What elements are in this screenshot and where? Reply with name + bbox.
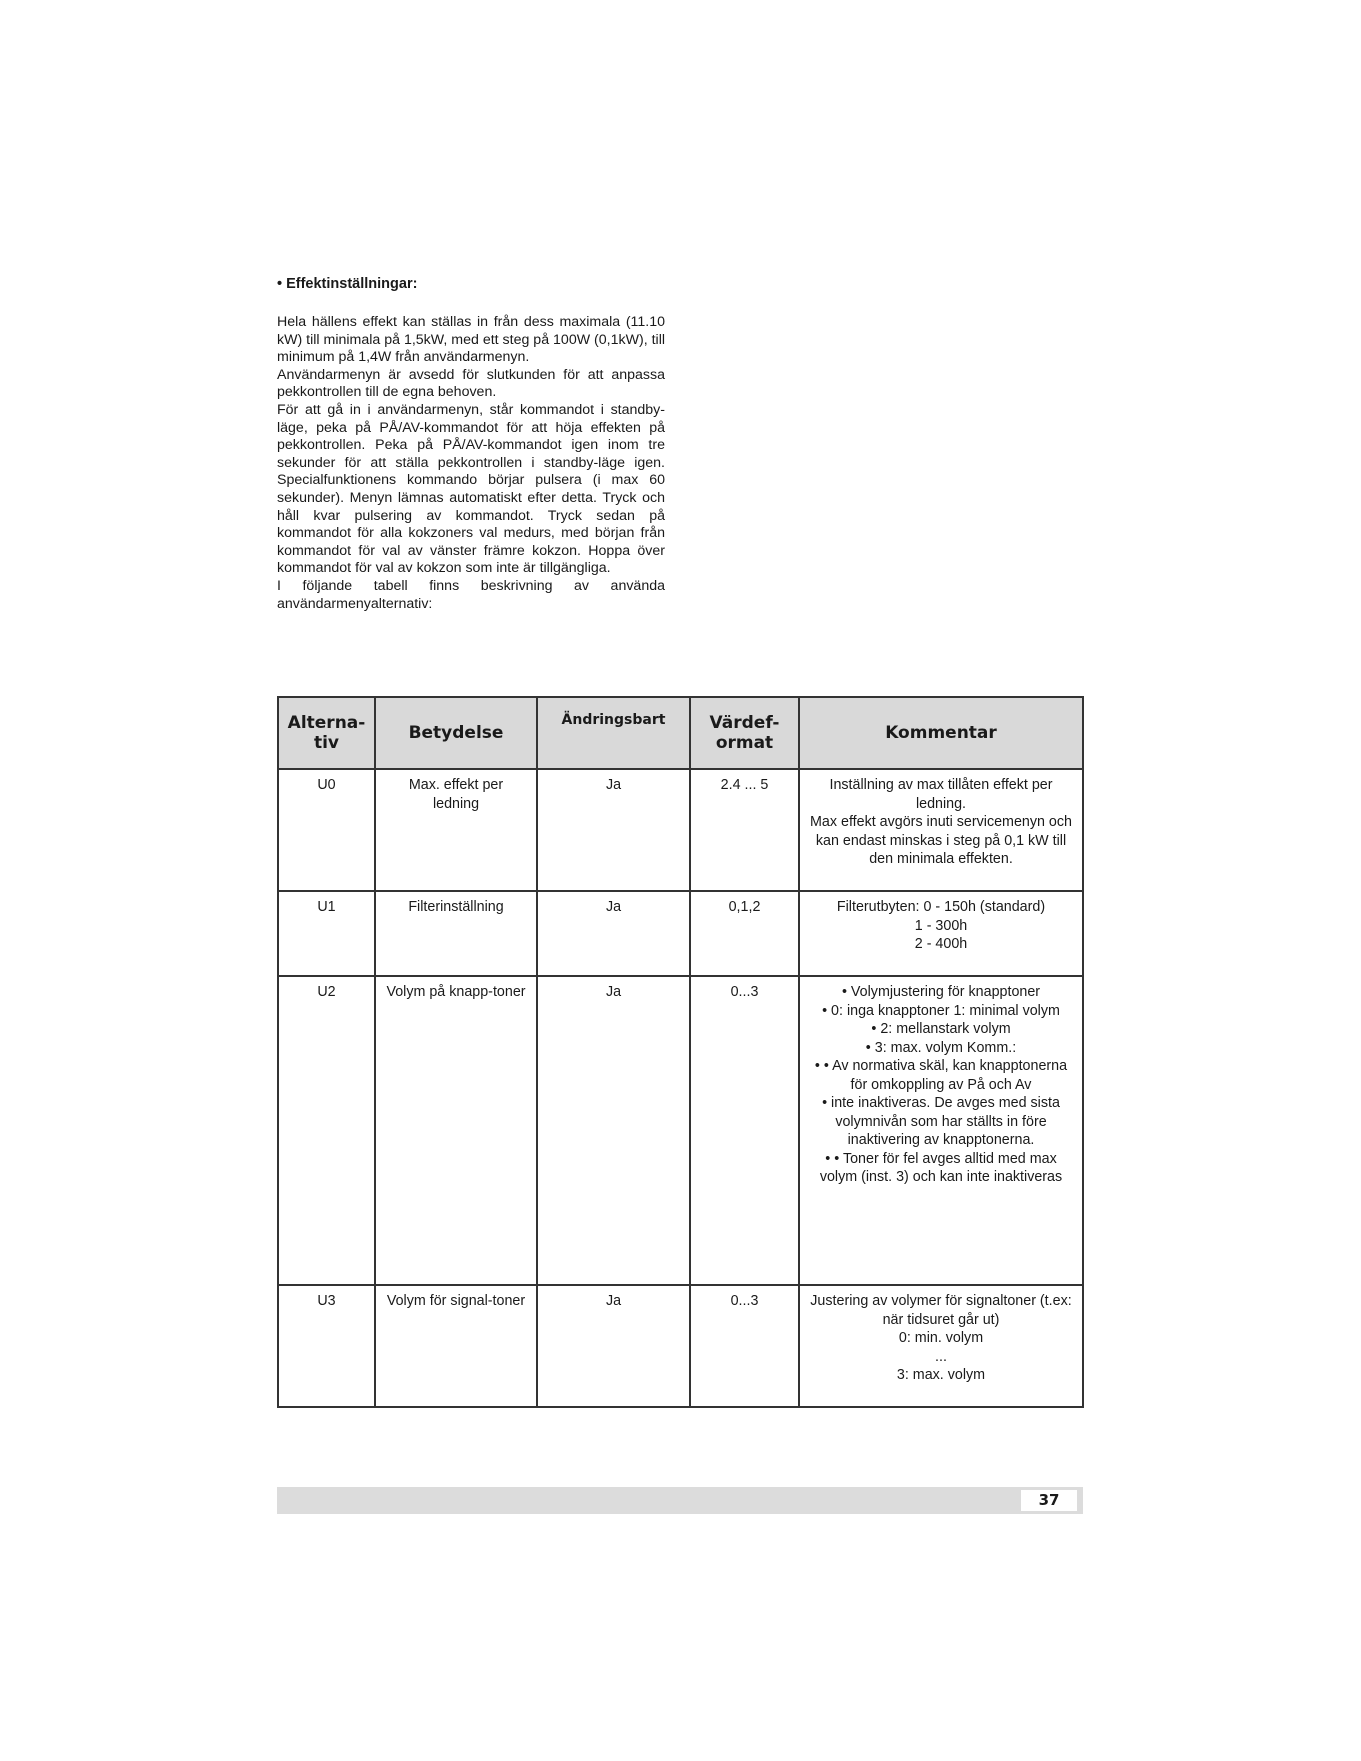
cell-betydelse: Filterinställning xyxy=(375,891,537,976)
header-betydelse: Betydelse xyxy=(375,697,537,769)
comment-line: Filterutbyten: 0 - 150h (standard) xyxy=(836,899,1046,915)
user-menu-table xyxy=(277,696,1084,1408)
intro-paragraph: I följande tabell finns beskrivning av använda användarmenyalternativ: xyxy=(277,577,665,612)
cell-kommentar xyxy=(799,891,1083,976)
cell-alternativ: U3 xyxy=(278,1285,375,1407)
cell-andringsbart: Ja xyxy=(537,769,690,891)
page-number: 37 xyxy=(1021,1490,1077,1511)
cell-vardeformat: 0,1,2 xyxy=(690,891,799,976)
comment-bullet: • • Toner för fel avges alltid med max volym (inst. 3) och kan inte inaktiveras xyxy=(819,1150,1063,1185)
comment-line: 3: max. volym xyxy=(896,1367,986,1383)
cell-alternativ: U1 xyxy=(278,891,375,976)
header-kommentar: Kommentar xyxy=(799,697,1083,769)
comment-bullet: • 2: mellanstark volym xyxy=(871,1021,1011,1037)
header-alternativ: Alterna-tiv xyxy=(278,697,375,769)
comment-line: Max effekt avgörs inuti servicemenyn och kan endast minskas i steg på 0,1 kW till den minimala effekten. xyxy=(810,814,1072,867)
cell-andringsbart: Ja xyxy=(537,1285,690,1407)
comment-bullet: • 3: max. volym Komm.: xyxy=(865,1039,1017,1056)
table-row xyxy=(278,891,1083,976)
header-vardeformat: Värdef-ormat xyxy=(690,697,799,769)
section-heading: • Effektinställningar: xyxy=(277,276,418,292)
table-header-row xyxy=(278,697,1083,769)
comment-line: 0: min. volym xyxy=(898,1330,984,1346)
intro-paragraph: Hela hällens effekt kan ställas in från dess maximala (11.10 kW) till minimala på 1,5kW, med ett steg på 100W (0,1kW), till minimum på 1,4W från användarmenyn. xyxy=(277,314,665,366)
comment-bullet: • Volymjustering för knapptoner xyxy=(841,984,1041,1000)
cell-betydelse: Volym för signal-toner xyxy=(375,1285,537,1407)
table-row xyxy=(278,1285,1083,1407)
table-row xyxy=(278,769,1083,891)
cell-andringsbart: Ja xyxy=(537,976,690,1285)
intro-paragraph: Användarmenyn är avsedd för slutkunden för att anpassa pekkontrollen till de egna behoven. xyxy=(277,366,665,401)
table-row xyxy=(278,976,1083,1285)
cell-alternativ: U0 xyxy=(278,769,375,891)
cell-kommentar xyxy=(799,769,1083,891)
cell-andringsbart: Ja xyxy=(537,891,690,976)
comment-line: 2 - 400h xyxy=(914,936,968,952)
comment-line: ... xyxy=(935,1348,947,1365)
comment-bullet: • • Av normativa skäl, kan knapptonerna för omkoppling av På och Av xyxy=(814,1058,1068,1093)
cell-kommentar xyxy=(799,976,1083,1285)
cell-vardeformat: 0...3 xyxy=(690,1285,799,1407)
cell-kommentar xyxy=(799,1285,1083,1407)
comment-bullet: • 0: inga knapptoner 1: minimal volym xyxy=(822,1002,1060,1019)
comment-line: Inställning av max tillåten effekt per ledning. xyxy=(829,777,1053,812)
comment-line: Justering av volymer för signaltoner (t.ex: när tidsuret går ut) xyxy=(810,1293,1072,1328)
cell-alternativ: U2 xyxy=(278,976,375,1285)
intro-paragraph: För att gå in i användarmenyn, står kommandot i standby-läge, peka på PÅ/AV-kommandot för att höja effekten på pekkontrollen. Peka på PÅ/AV-kommandot igen inom tre sekunder för att ställa pekkontrollen i standby-läge igen. Specialfunktionens kommando börjar pulsera (i max 60 sekunder). Menyn lämnas automatiskt efter detta. Tryck och håll kvar pulsering av kommandot. Tryck sedan på kommandot för alla kokzoners val medurs, med början från kommandot för val av vänster främre kokzon. Hoppa över kommandot för val av kokzon som inte är tillgängliga. xyxy=(277,401,665,577)
footer-bar xyxy=(277,1487,1083,1514)
cell-vardeformat: 0...3 xyxy=(690,976,799,1285)
cell-betydelse: Max. effekt per ledning xyxy=(375,769,537,891)
header-andringsbart: Ändringsbart xyxy=(537,697,690,769)
cell-betydelse: Volym på knapp-toner xyxy=(375,976,537,1285)
comment-line: 1 - 300h xyxy=(914,917,968,934)
intro-text xyxy=(277,314,665,613)
comment-bullet: • inte inaktiveras. De avges med sista volymnivån som har ställts in före inaktivering av knapptonerna. xyxy=(822,1095,1060,1148)
cell-vardeformat: 2.4 ... 5 xyxy=(690,769,799,891)
